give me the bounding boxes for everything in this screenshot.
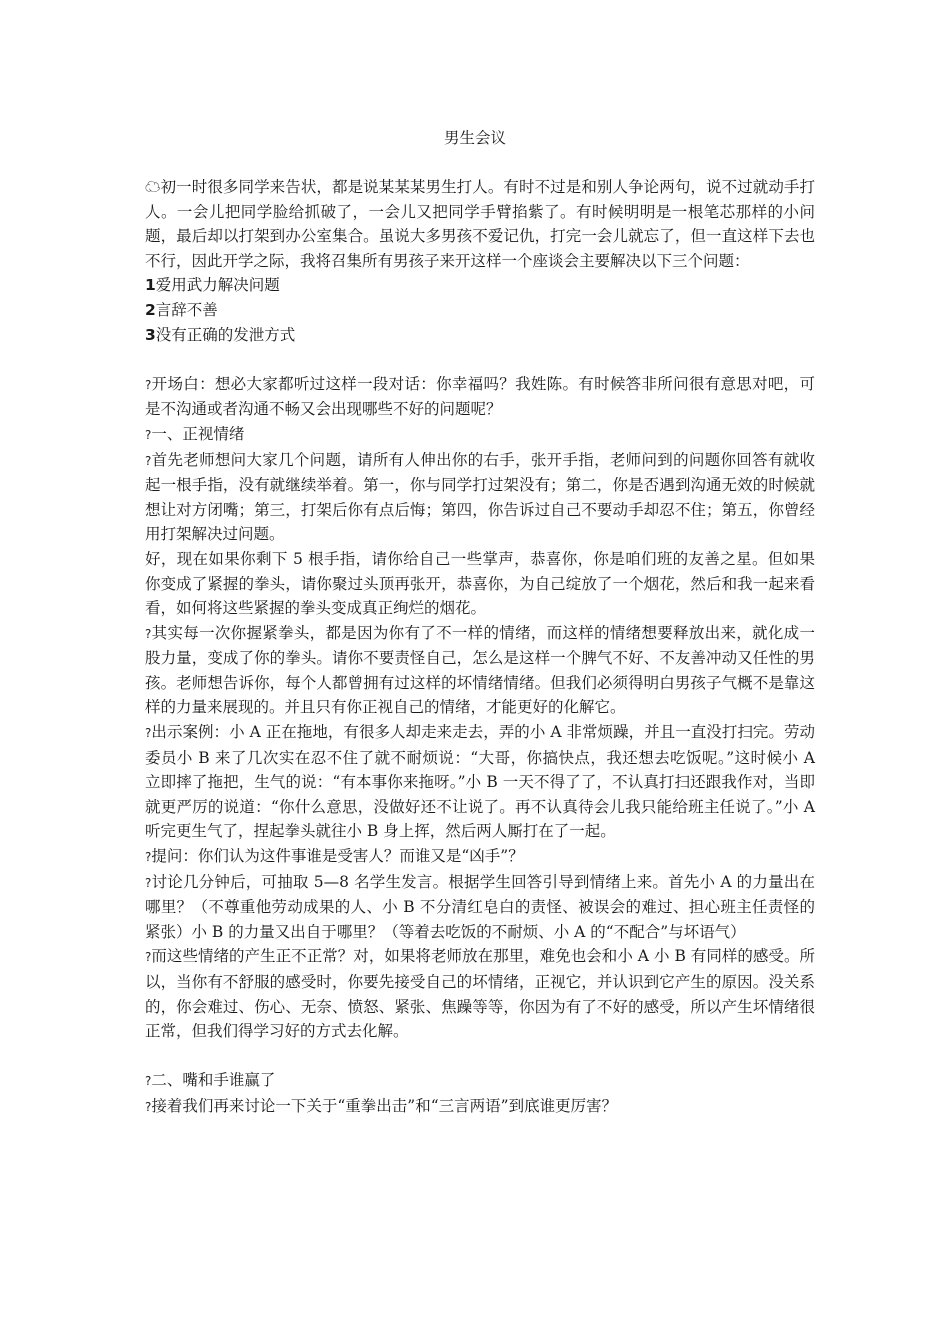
paragraph-next-discussion [145, 1094, 815, 1120]
problem-number: 2 [145, 300, 156, 319]
paragraph-marker-icon: ? [145, 726, 152, 741]
paragraph-marker-icon: ? [145, 453, 152, 468]
problem-text: 言辞不善 [155, 300, 218, 319]
section-heading-1 [145, 422, 815, 448]
problem-number: 3 [145, 325, 156, 344]
document-body [145, 175, 815, 1120]
document-title: 男生会议 [443, 129, 506, 147]
paragraph-marker-icon: ? [145, 875, 152, 890]
blank-line [145, 1044, 815, 1069]
problem-item-3 [145, 323, 815, 348]
heading-text: 一、正视情绪 [151, 424, 245, 443]
paragraph-opening [145, 372, 815, 422]
section-heading-2 [145, 1068, 815, 1094]
paragraph-text: 开场白：想必大家都听过这样一段对话：你幸福吗？我姓陈。有时候答非所问很有意思对吧，可是不沟通或者沟通不畅又会出现哪些不好的问题呢？ [145, 374, 815, 419]
paragraph-marker-icon: ? [145, 1074, 152, 1089]
blank-line [145, 347, 815, 372]
paragraph-text: 而这些情绪的产生正不正常？对，如果将老师放在那里，难免也会和小 A 小 B 有同样的感受。所以，当你有不舒服的感受时，你要先接受自己的坏情绪，正视它，并认识到它产生的原因。没关系的，你会难过、伤心、无奈、愤怒、紧张、焦躁等等，你因为有了不好的感受，所以产生坏情绪很正常，但我们得学习好的方式去化解。 [145, 947, 815, 1041]
paragraph-text: 其实每一次你握紧拳头，都是因为你有了不一样的情绪，而这样的情绪想要释放出来，就化成一股力量，变成了你的拳头。请你不要责怪自己，怎么是这样一个脾气不好、不友善冲动又任性的男孩。老师想告诉你，每个人都曾拥有过这样的坏情绪情绪。但我们必须得明白男孩子气概不是靠这样的力量来展现的。并且只有你正视自己的情绪，才能更好的化解它。 [145, 623, 815, 717]
problem-text: 爱用武力解决问题 [155, 276, 280, 295]
problem-item-2 [145, 298, 815, 323]
paragraph-question [145, 844, 815, 870]
paragraph-normal-emotions [145, 944, 815, 1043]
problem-item-1 [145, 273, 815, 298]
paragraph-marker-icon: ? [145, 427, 152, 442]
paragraph-marker-icon: ? [145, 950, 152, 965]
paragraph-text: 出示案例：小 A 正在拖地，有很多人却走来走去，弄的小 A 非常烦躁，并且一直没打扫完。劳动委员小 B 来了几次实在忍不住了就不耐烦说：“大哥，你搞快点，我还想去吃饭呢。”这时候小 A 立即摔了拖把，生气的说：“有本事你来拖呀。”小 B 一天不得了了，不认真打扫还跟我作对，当即就更严厉的说道：“你什么意思，没做好还不让说了。再不认真待会儿我只能给班主任说了。”小 A 听完更生气了，捏起拳头就往小 B 身上挥，然后两人厮打在了一起。 [145, 723, 815, 841]
problem-text: 没有正确的发泄方式 [155, 325, 296, 344]
paragraph-case [145, 720, 815, 844]
intro-paragraph: ☁初一时很多同学来告状，都是说某某某男生打人。有时不过是和别人争论两句，说不过就动手打人。一会儿把同学脸给抓破了，一会儿又把同学手臂掐紫了。有时候明明是一根笔芯那样的小问题，最后却以打架到办公室集合。虽说大多男孩不爱记仇，打完一会儿就忘了，但一直这样下去也不行，因此开学之际，我将召集所有男孩子来开这样一个座谈会主要解决以下三个问题： [145, 178, 815, 270]
paragraph-marker-icon: ? [145, 626, 152, 641]
paragraph-marker-icon: ? [145, 377, 152, 392]
paragraph-discussion [145, 870, 815, 945]
paragraph-text: 提问：你们认为这件事谁是受害人？而谁又是“凶手”？ [151, 847, 524, 866]
paragraph-fingers: 好，现在如果你剩下 5 根手指，请你给自己一些掌声，恭喜你，你是咱们班的友善之星。但如果你变成了紧握的拳头，请你聚过头顶再张开，恭喜你，为自己绽放了一个烟花，然后和我一起来看看，如何将这些紧握的拳头变成真正绚烂的烟花。 [145, 549, 815, 618]
paragraph-questions [145, 448, 815, 547]
paragraph-text: 首先老师想问大家几个问题，请所有人伸出你的右手，张开手指，老师问到的问题你回答有就收起一根手指，没有就继续举着。第一，你与同学打过架没有；第二，你是否遇到沟通无效的时候就想让对方闭嘴；第三，打架后你有点后悔；第四，你告诉过自己不要动手却忍不住；第五，你曾经用打架解决过问题。 [145, 450, 815, 544]
paragraph-emotions [145, 621, 815, 720]
paragraph-marker-icon: ? [145, 850, 152, 865]
paragraph-text: 讨论几分钟后，可抽取 5—8 名学生发言。根据学生回答引导到情绪上来。首先小 A 的力量出在哪里？（不尊重他劳动成果的人、小 B 不分清红皂白的责怪、被误会的难过、担心班主任责怪的紧张）小 B 的力量又出自于哪里？（等着去吃饭的不耐烦、小 A 的“不配合”与坏语气） [145, 872, 815, 941]
paragraph-marker-icon: ? [145, 1099, 152, 1114]
heading-text: 二、嘴和手谁赢了 [151, 1071, 276, 1090]
paragraph-text: 接着我们再来讨论一下关于“重拳出击”和“三言两语”到底谁更厉害？ [151, 1096, 618, 1115]
problem-number: 1 [145, 276, 156, 295]
